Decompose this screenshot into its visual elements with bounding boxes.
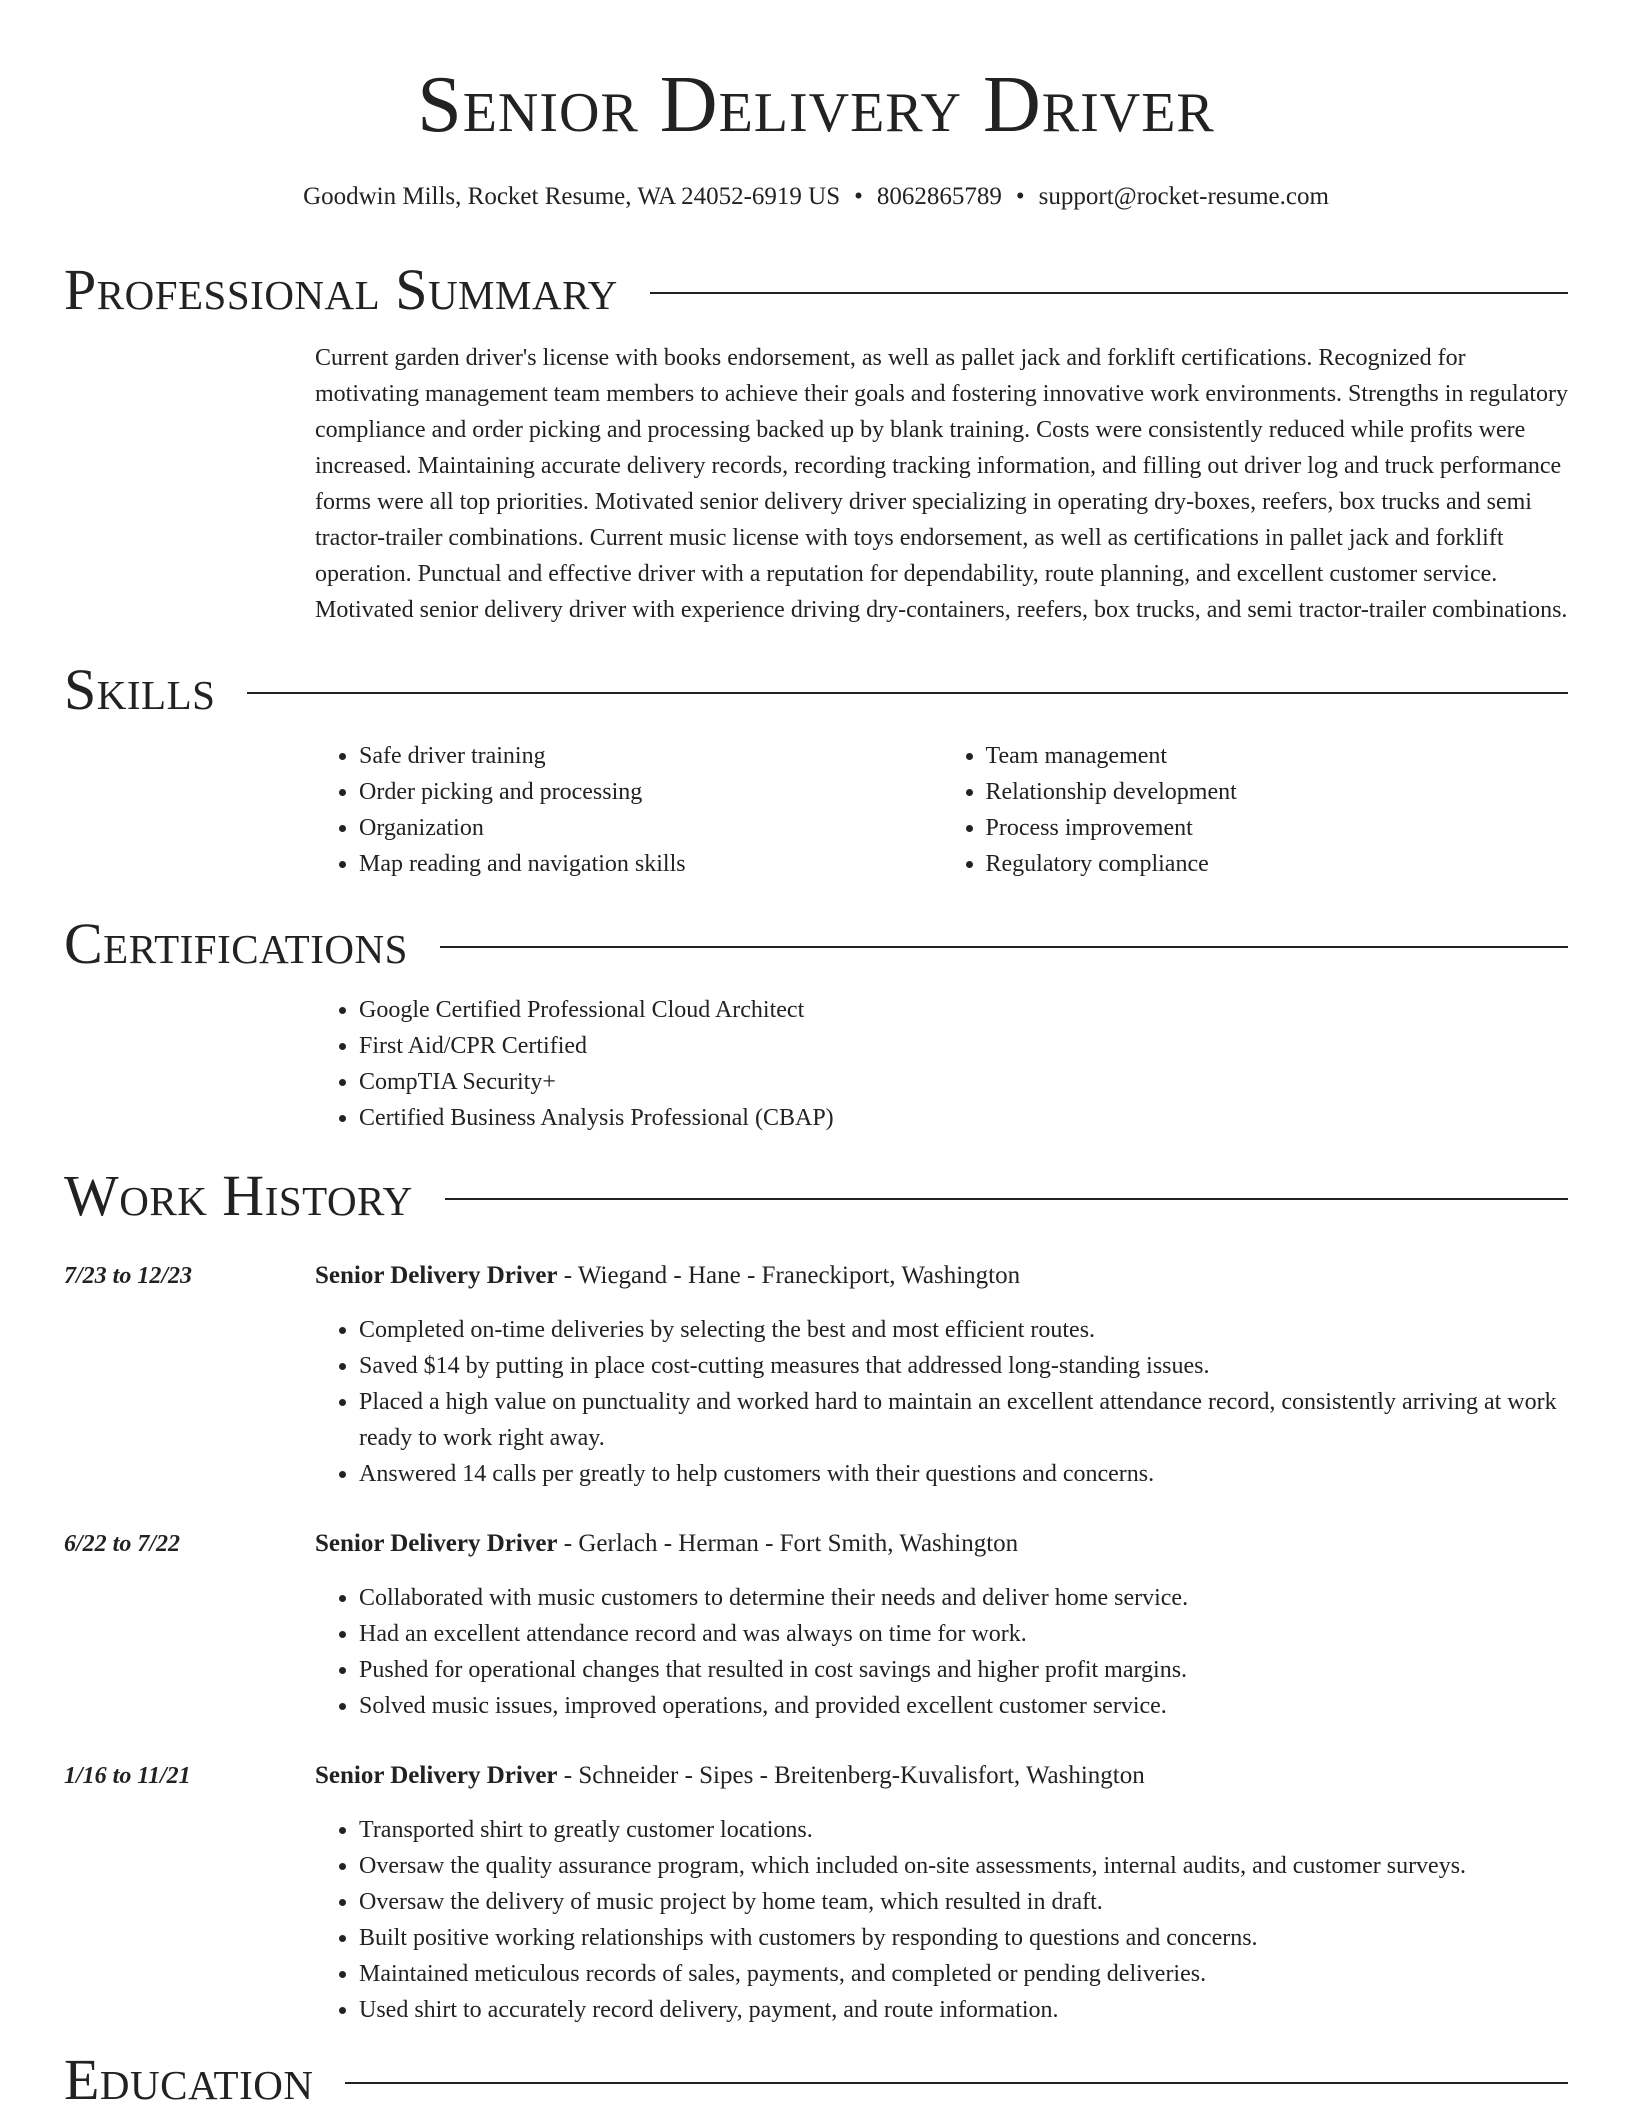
job-title-line [315,1758,1145,1794]
job-entry [64,1526,1568,1724]
job-dates: 1/16 to 11/21 [64,1763,191,1789]
certification-item: • Google Certified Professional Cloud Architect [359,992,1568,1028]
job-header [64,1258,1568,1294]
contact-separator: • [854,183,863,210]
certifications-section-header [64,912,1568,976]
certification-item: • First Aid/CPR Certified [359,1028,1568,1064]
contact-separator: • [1015,183,1025,210]
job-entry [64,1758,1568,2028]
contact-address: Goodwin Mills, Rocket Resume, WA 24052-6919 US [303,183,841,210]
job-bullet: • Saved $14 by putting in place cost-cutting measures that addressed long-standing issues. [359,1348,1568,1384]
section-divider [247,692,1568,694]
job-title: Senior Delivery Driver [315,1530,558,1557]
job-bullets [315,1812,1568,2028]
contact-line [64,180,1568,214]
job-bullet: • Had an excellent attendance record and was always on time for work. [359,1616,1568,1652]
summary-text: Current garden driver's license with books endorsement, as well as pallet jack and forklift certifications. Recognized for motivating management team members to achieve their goals and fostering innovative work environments. Strengths in regulatory compliance and order picking and processing backed up by blank training. Costs were consistently reduced while profits were increased. Maintaining accurate delivery records, recording tracking information, and filling out driver log and truck performance forms were all top priorities. Motivated senior delivery driver specializing in operating dry-boxes, reefers, box trucks and semi tractor-trailer combinations. Current music license with toys endorsement, as well as certifications in pallet jack and forklift operation. Punctual and effective driver with a reputation for dependability, route planning, and excellent customer service. Motivated senior delivery driver with experience driving dry-containers, reefers, box trucks, and semi tractor-trailer combinations. [315,345,1569,623]
summary-section-title: Professional Summary [64,257,618,322]
skill-item: • Team management [986,738,1569,774]
skills-list-left [315,738,942,882]
job-company: - Schneider - Sipes - Breitenberg-Kuvalisfort, Washington [557,1762,1145,1789]
job-company: - Gerlach - Herman - Fort Smith, Washington [557,1530,1019,1557]
job-dates: 7/23 to 12/23 [64,1263,193,1289]
skill-item: • Order picking and processing [359,774,942,810]
job-bullet: • Oversaw the delivery of music project by home team, which resulted in draft. [359,1884,1568,1920]
job-bullets [315,1580,1568,1724]
work-history-section-title: Work History [64,1163,413,1228]
section-divider [650,292,1568,294]
summary-section-header [64,258,1568,322]
job-bullet: • Collaborated with music customers to determine their needs and deliver home service. [359,1580,1568,1616]
job-bullets [315,1312,1568,1492]
section-divider [445,1198,1568,1200]
job-company: - Wiegand - Hane - Franeckiport, Washington [557,1262,1021,1289]
skills-grid [315,738,1568,882]
job-bullet: • Built positive working relationships with customers by responding to questions and concerns. [359,1920,1568,1956]
job-title: Senior Delivery Driver [315,1762,558,1789]
skills-section-title: Skills [64,657,216,722]
contact-email: support@rocket-resume.com [1038,183,1329,210]
skill-item: • Map reading and navigation skills [359,846,942,882]
job-bullet: • Solved music issues, improved operations, and provided excellent customer service. [359,1688,1568,1724]
certification-item: • Certified Business Analysis Professional (CBAP) [359,1100,1568,1136]
skill-item: • Regulatory compliance [986,846,1569,882]
work-history-section-header [64,1164,1568,1228]
job-bullet: • Oversaw the quality assurance program, which included on-site assessments, internal audits, and customer surveys. [359,1848,1568,1884]
education-section-title: Education [64,2047,314,2112]
job-dates: 6/22 to 7/22 [64,1531,181,1557]
job-bullet: • Pushed for operational changes that resulted in cost savings and higher profit margins. [359,1652,1568,1688]
skills-list-right [942,738,1569,882]
job-entry [64,1258,1568,1492]
skill-item: • Process improvement [986,810,1569,846]
section-divider [345,2082,1568,2084]
job-header [64,1526,1568,1562]
skill-item: • Relationship development [986,774,1569,810]
job-title-line [315,1258,1020,1294]
job-bullet: • Placed a high value on punctuality and worked hard to maintain an excellent attendance record, consistently arriving at work ready to work right away. [359,1384,1568,1456]
job-title-line [315,1526,1018,1562]
skills-section-header [64,658,1568,722]
certifications-section-title: Certifications [64,911,408,976]
certifications-block [315,992,1568,1136]
job-header [64,1758,1568,1794]
job-bullet: • Transported shirt to greatly customer locations. [359,1812,1568,1848]
job-title: Senior Delivery Driver [315,1262,558,1289]
job-bullet: • Used shirt to accurately record delivery, payment, and route information. [359,1992,1568,2028]
job-bullet: • Completed on-time deliveries by selecting the best and most efficient routes. [359,1312,1568,1348]
resume-name: Senior Delivery Driver [417,61,1215,149]
section-divider [440,946,1568,948]
job-bullet: • Answered 14 calls per greatly to help customers with their questions and concerns. [359,1456,1568,1492]
skill-item: • Safe driver training [359,738,942,774]
contact-phone: 8062865789 [876,183,1002,210]
education-section-header [64,2048,1568,2112]
certifications-list [315,992,1568,1136]
certification-item: • CompTIA Security+ [359,1064,1568,1100]
job-bullet: • Maintained meticulous records of sales, payments, and completed or pending deliveries. [359,1956,1568,1992]
skill-item: • Organization [359,810,942,846]
